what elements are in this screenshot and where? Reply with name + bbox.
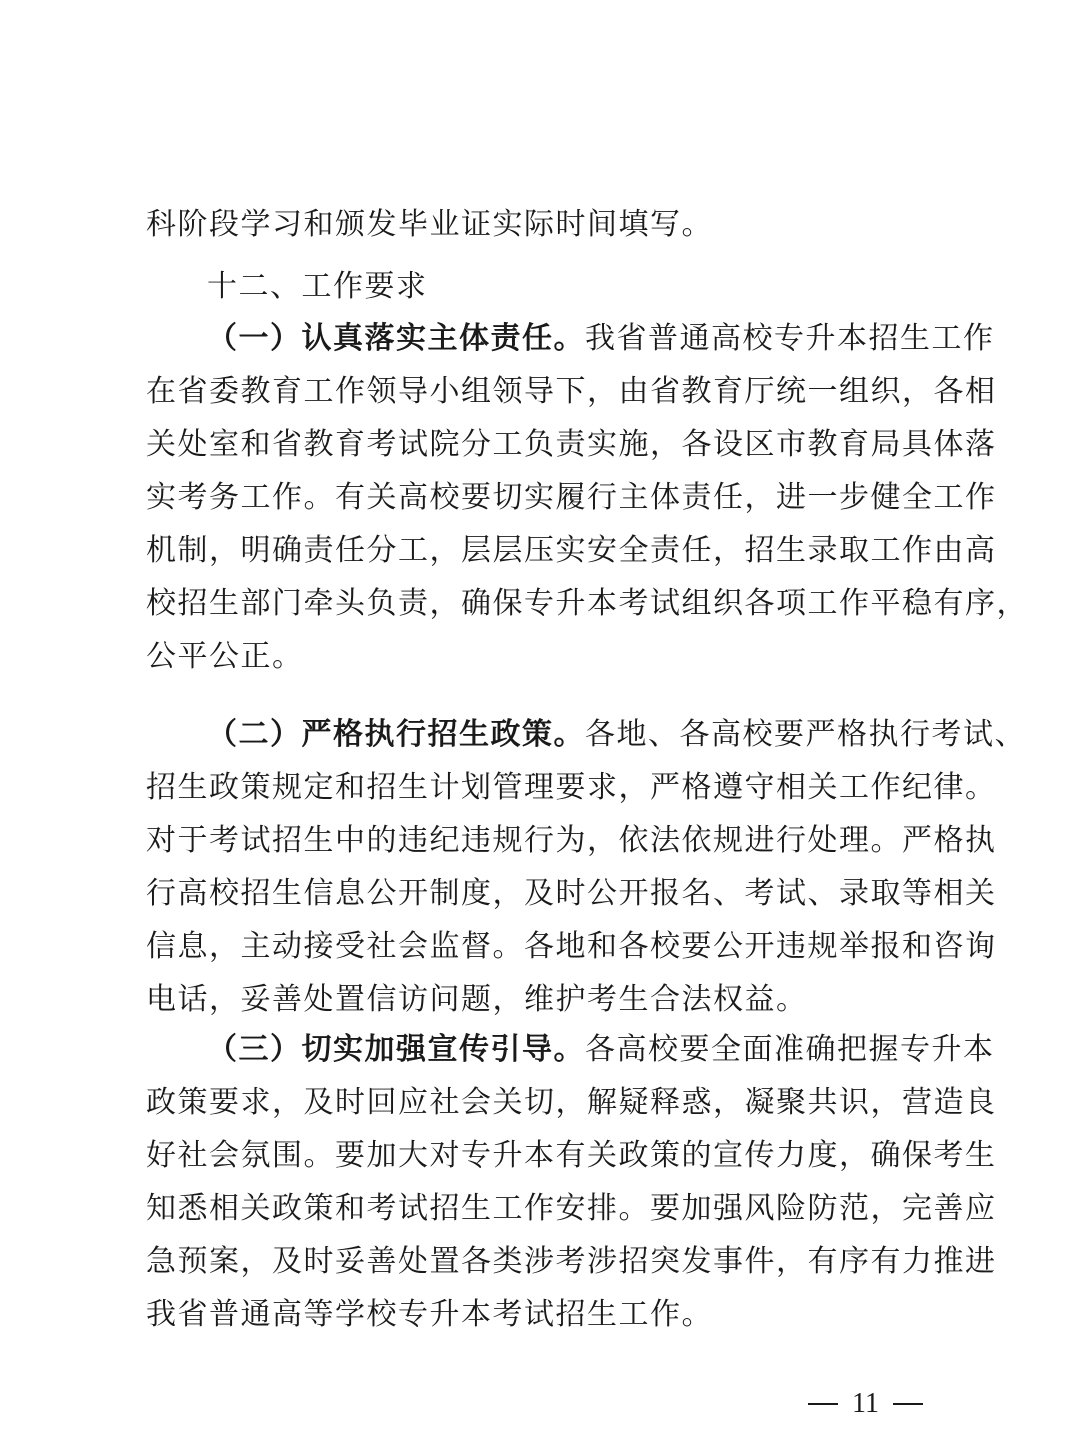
subsection-2-title: （二）严格执行招生政策。 <box>207 717 585 752</box>
subsection-2-line-2: 对于考试招生中的违纪违规行为，依法依规进行处理。严格执 <box>146 823 997 858</box>
dash-left <box>808 1403 838 1405</box>
subsection-2-line-4: 信息，主动接受社会监督。各地和各校要公开违规举报和咨询 <box>146 929 997 964</box>
subsection-3-line-4: 急预案，及时妥善处置各类涉考涉招突发事件，有序有力推进 <box>146 1244 997 1279</box>
subsection-1-line-5: 校招生部门牵头负责，确保专升本考试组织各项工作平稳有序， <box>146 586 1028 621</box>
subsection-2-line-3: 行高校招生信息公开制度，及时公开报名、考试、录取等相关 <box>146 876 997 911</box>
subsection-3-title: （三）切实加强宣传引导。 <box>207 1032 585 1067</box>
subsection-1-line-2: 关处室和省教育考试院分工负责实施，各设区市教育局具体落 <box>146 427 997 462</box>
subsection-3-line-3: 知悉相关政策和考试招生工作安排。要加强风险防范，完善应 <box>146 1191 997 1226</box>
section-heading <box>146 260 936 313</box>
text-line <box>146 708 1026 761</box>
subsection-2-line-5: 电话，妥善处置信访问题，维护考生合法权益。 <box>146 982 808 1017</box>
paragraph-intro-tail <box>146 198 936 251</box>
subsection-1 <box>146 312 1028 683</box>
section-heading-text: 十二、工作要求 <box>207 269 428 304</box>
subsection-1-line-3: 实考务工作。有关高校要切实履行主体责任，进一步健全工作 <box>146 480 997 515</box>
subsection-2 <box>146 708 1026 1026</box>
subsection-3-line-1: 政策要求，及时回应社会关切，解疑释惑，凝聚共识，营造良 <box>146 1085 997 1120</box>
subsection-1-line-4: 机制，明确责任分工，层层压实安全责任，招生录取工作由高 <box>146 533 997 568</box>
subsection-1-line-1: 在省委教育工作领导小组领导下，由省教育厅统一组织，各相 <box>146 374 997 409</box>
subsection-1-line-0: 我省普通高校专升本招生工作 <box>585 321 995 356</box>
subsection-2-line-0: 各地、各高校要严格执行考试、 <box>585 717 1026 752</box>
subsection-1-line-6: 公平公正。 <box>146 639 304 674</box>
subsection-2-line-1: 招生政策规定和招生计划管理要求，严格遵守相关工作纪律。 <box>146 770 997 805</box>
text-line <box>146 1023 995 1076</box>
text-line <box>146 312 995 365</box>
page-number: 11 <box>852 1388 879 1419</box>
page-number-footer <box>808 1388 923 1420</box>
subsection-1-title: （一）认真落实主体责任。 <box>207 321 585 356</box>
dash-right <box>893 1403 923 1405</box>
subsection-3-line-0: 各高校要全面准确把握专升本 <box>585 1032 995 1067</box>
subsection-3-line-2: 好社会氛围。要加大对专升本有关政策的宣传力度，确保考生 <box>146 1138 997 1173</box>
text-line: 科阶段学习和颁发毕业证实际时间填写。 <box>146 207 713 242</box>
subsection-3-line-5: 我省普通高等学校专升本考试招生工作。 <box>146 1297 713 1332</box>
subsection-3 <box>146 1023 997 1341</box>
